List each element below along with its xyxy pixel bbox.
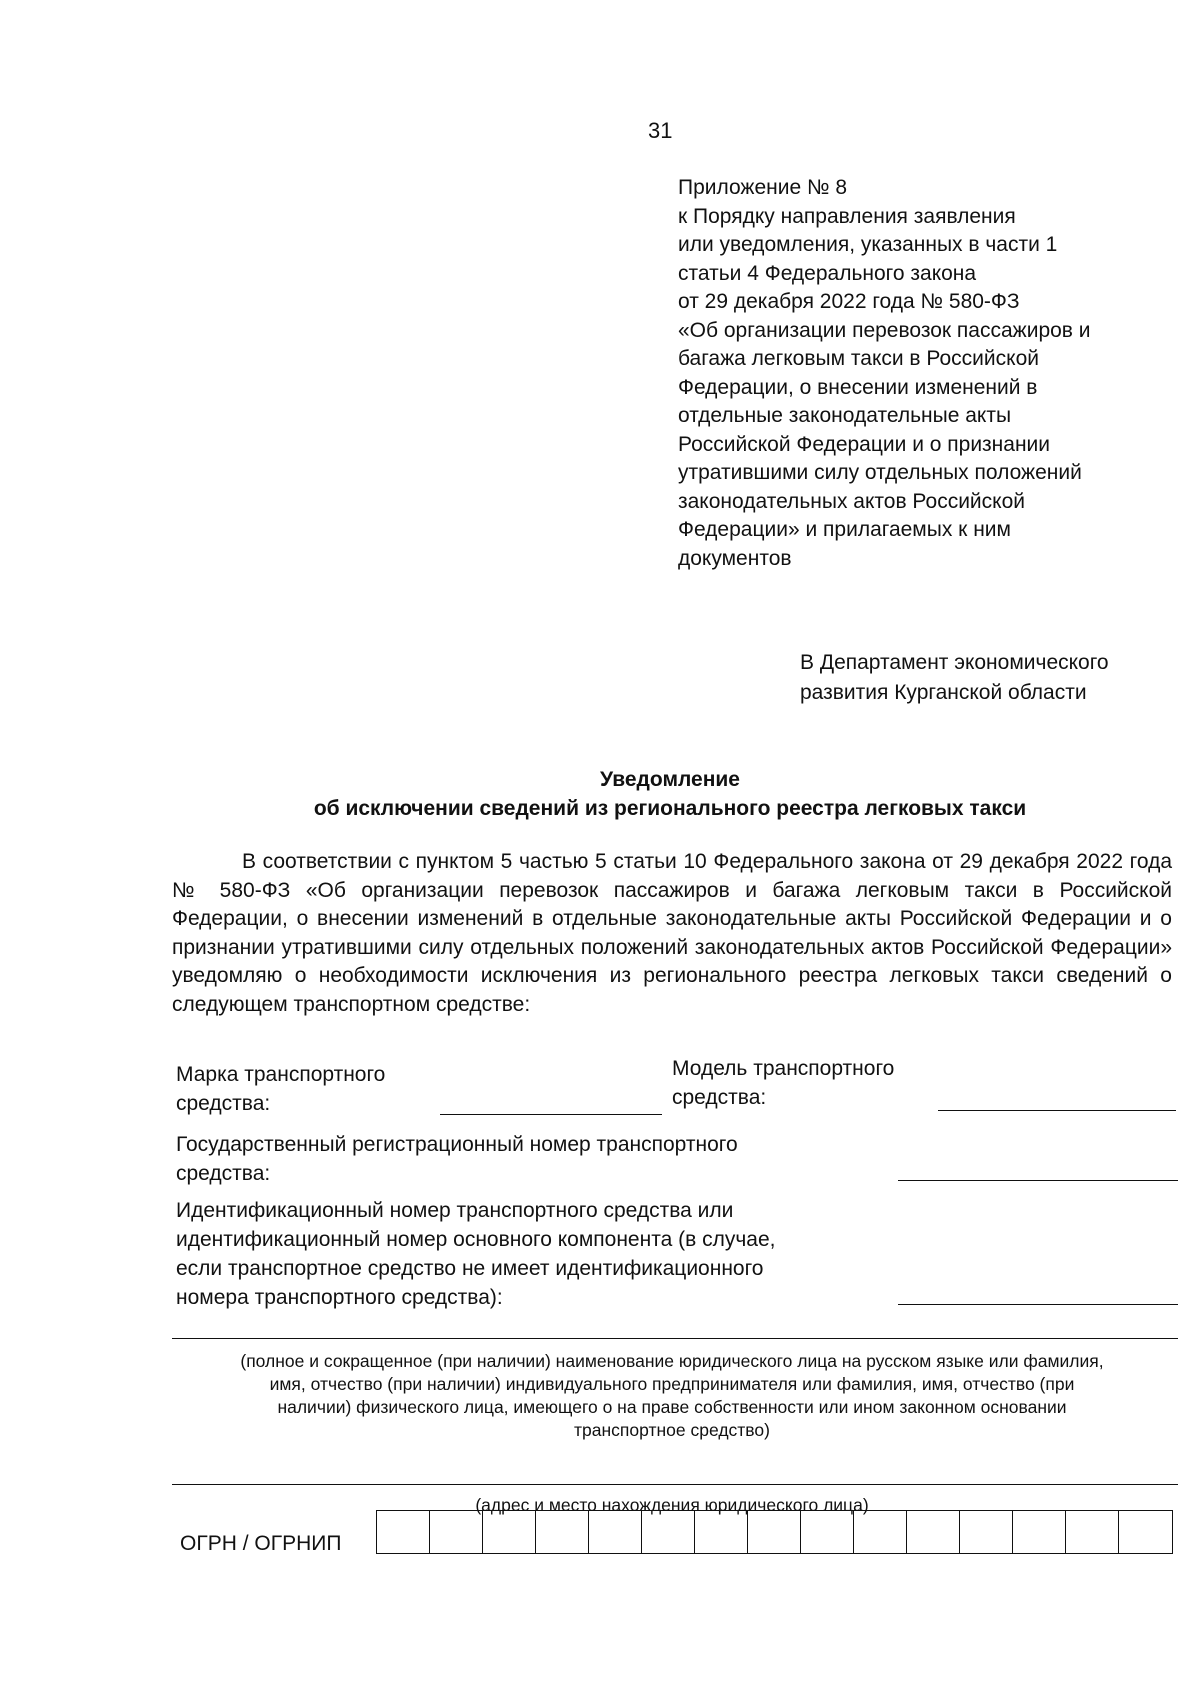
appendix-line: «Об организации перевозок пассажиров и <box>678 318 1091 342</box>
model-input-line[interactable] <box>938 1110 1176 1111</box>
appendix-header <box>678 174 1178 573</box>
address-caption: (адрес и место нахождения юридического лица) <box>475 1495 869 1515</box>
ogrn-cell[interactable] <box>1013 1511 1066 1553</box>
appendix-line: Федерации» и прилагаемых к ним <box>678 518 1011 541</box>
ogrn-cell[interactable] <box>430 1511 483 1553</box>
appendix-line: от 29 декабря 2022 года № 580-ФЗ <box>678 290 1020 313</box>
owner-caption-line2: имя, отчество (при наличии) индивидуального предпринимателя или фамилия, имя, отчество (при <box>269 1374 1075 1394</box>
appendix-line: утратившими силу отдельных положений <box>678 461 1082 484</box>
reg-number-label-line2: средства: <box>176 1162 271 1185</box>
ogrn-cell[interactable] <box>695 1511 748 1553</box>
model-label-line2: средства: <box>672 1086 767 1109</box>
appendix-line: документов <box>678 546 792 570</box>
ogrn-cell[interactable] <box>907 1511 960 1553</box>
owner-input-line[interactable] <box>172 1338 1178 1339</box>
owner-caption <box>172 1350 1172 1442</box>
reg-number-label <box>176 1130 892 1188</box>
appendix-line: Федерации, о внесении изменений в <box>678 375 1038 399</box>
appendix-line: статьи 4 Федерального закона <box>678 261 977 285</box>
page-number: 31 <box>648 118 673 143</box>
appendix-line: отдельные законодательные акты <box>678 404 1012 427</box>
vin-label-line4: номера транспортного средства): <box>176 1286 503 1309</box>
addressee-line: В Департамент экономического <box>800 651 1109 674</box>
ogrn-cell[interactable] <box>748 1511 801 1553</box>
addressee-block <box>800 648 1109 708</box>
ogrn-label: ОГРН / ОГРНИП <box>180 1532 342 1555</box>
addressee-line: развития Курганской области <box>800 681 1087 704</box>
brand-label <box>176 1060 438 1118</box>
ogrn-cell[interactable] <box>642 1511 695 1553</box>
appendix-line: Российской Федерации и о признании <box>678 432 1051 456</box>
ogrn-cell[interactable] <box>483 1511 536 1553</box>
document-title: Уведомление <box>599 768 740 791</box>
vin-label-line3: если транспортное средство не имеет идентификационного <box>176 1257 764 1280</box>
appendix-line: к Порядку направления заявления <box>678 204 1016 228</box>
ogrn-cell[interactable] <box>589 1511 642 1553</box>
model-label <box>672 1054 894 1112</box>
vin-input-line[interactable] <box>898 1304 1178 1305</box>
appendix-line: или уведомления, указанных в части 1 <box>678 233 1058 256</box>
ogrn-cell[interactable] <box>377 1511 430 1553</box>
ogrn-grid <box>376 1510 1173 1554</box>
vin-label-line2: идентификационный номер основного компонента (в случае, <box>176 1228 776 1251</box>
ogrn-cell[interactable] <box>1119 1511 1172 1553</box>
ogrn-cell[interactable] <box>854 1511 907 1553</box>
model-label-line1: Модель транспортного <box>672 1057 895 1080</box>
owner-caption-line1: (полное и сокращенное (при наличии) наименование юридического лица на русском языке или фамилия, <box>240 1351 1104 1371</box>
document-subtitle: об исключении сведений из регионального реестра легковых такси <box>313 797 1027 820</box>
ogrn-cell[interactable] <box>801 1511 854 1553</box>
brand-label-line2: средства: <box>176 1092 271 1115</box>
appendix-line: багажа легковым такси в Российской <box>678 347 1039 370</box>
body-paragraph: В соответствии с пунктом 5 частью 5 статьи 10 Федерального закона от 29 декабря 2022 года № 580-ФЗ «Об организации перевозок пассажиров и багажа легковым такси в Российской Федерации, о внесении изменений в отдельные законодательные акты Российской Федерации и о признании утратившими силу отдельных положений законодательных актов Российской Федерации» уведомляю о необходимости исключения из регионального реестра легковых такси сведений о следующем транспортном средстве: <box>172 850 1172 1016</box>
vin-label <box>176 1196 892 1312</box>
reg-number-input-line[interactable] <box>898 1180 1178 1181</box>
address-input-line[interactable] <box>172 1484 1178 1485</box>
vin-label-line1: Идентификационный номер транспортного средства или <box>176 1199 734 1222</box>
ogrn-cell[interactable] <box>1066 1511 1119 1553</box>
ogrn-cell[interactable] <box>960 1511 1013 1553</box>
owner-caption-line3: наличии) физического лица, имеющего о на праве собственности или ином законном основании <box>277 1397 1067 1417</box>
brand-label-line1: Марка транспортного <box>176 1063 386 1086</box>
appendix-line: законодательных актов Российской <box>678 489 1025 513</box>
brand-input-line[interactable] <box>440 1114 662 1115</box>
ogrn-cell[interactable] <box>536 1511 589 1553</box>
reg-number-label-line1: Государственный регистрационный номер транспортного <box>176 1133 738 1156</box>
appendix-line: Приложение № 8 <box>678 176 848 199</box>
owner-caption-line4: транспортное средство) <box>574 1420 770 1440</box>
